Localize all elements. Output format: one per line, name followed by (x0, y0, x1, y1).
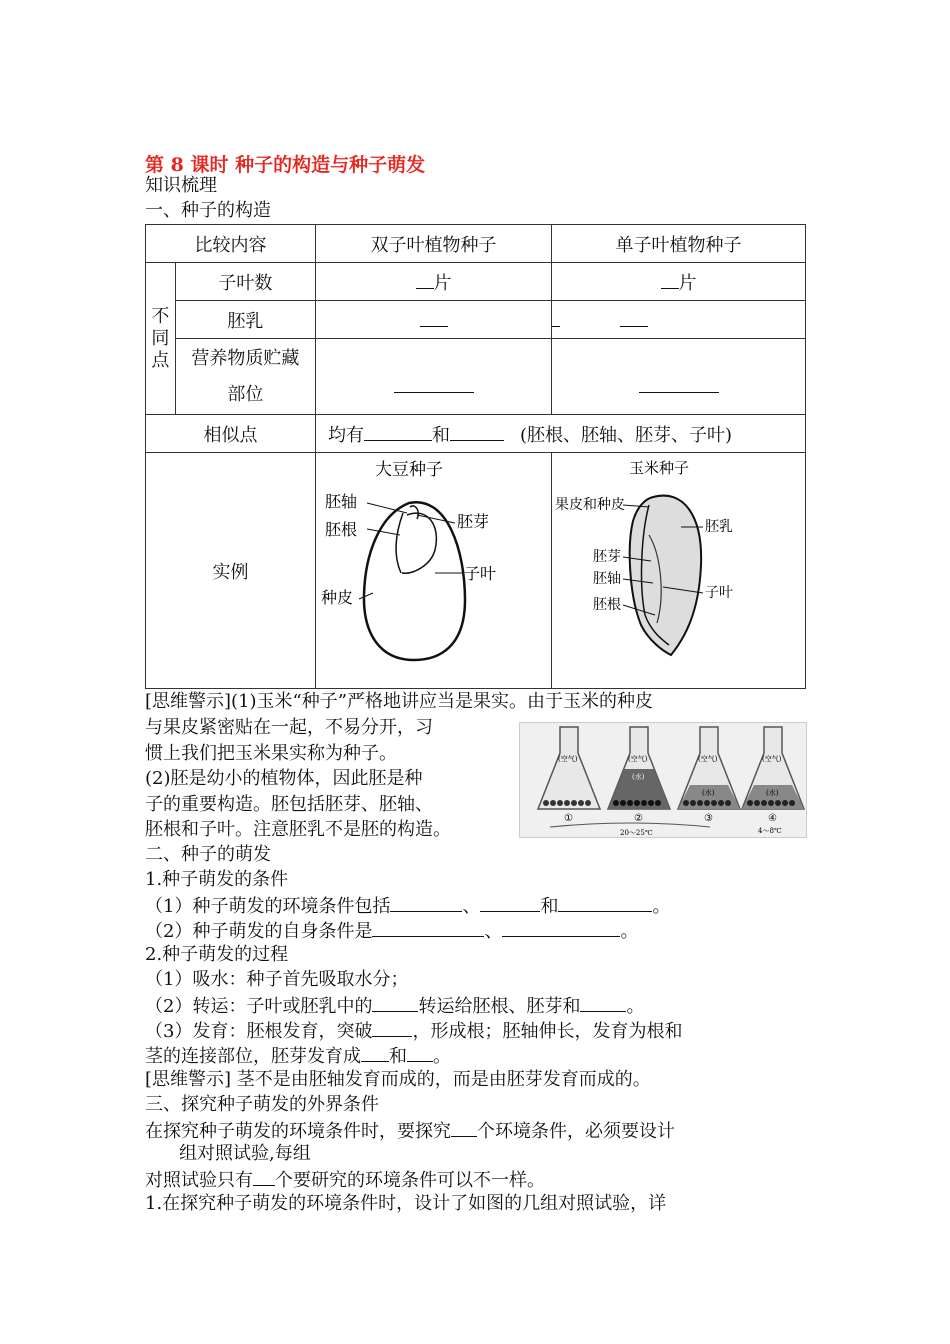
row-storage-label: 营养物质贮藏 部位 (175, 339, 315, 415)
svg-text:(水): (水) (766, 789, 779, 797)
soy-label-radicle: 胚根 (324, 519, 357, 539)
s2-1b: （2）种子萌发的自身条件是 、 。 (145, 918, 638, 944)
lesson-title: 第 8 课时 种子的构造与种子萌发 (145, 154, 426, 176)
svg-text:①: ① (564, 813, 573, 824)
soybean-figure-cell (316, 453, 552, 689)
row-cotyledon-dicot: 片 (316, 263, 552, 301)
section-2-heading: 二、种子的萌发 (145, 844, 271, 865)
warning-2: [思维警示] 茎不是由胚轴发育而成的，而是由胚芽发育而成的。 (145, 1069, 651, 1090)
section-intro: 知识梳理 (145, 175, 217, 196)
flask-2 (608, 727, 670, 824)
row-endosperm-label: 胚乳 (175, 301, 315, 339)
seed-comparison-table (145, 224, 806, 689)
s3-a: 在探究种子萌发的环境条件时，要探究 个环境条件，必须要设计 (145, 1118, 675, 1144)
soy-label-cotyledon: 子叶 (463, 563, 496, 583)
warning-1-line4: (2)胚是幼小的植物体，因此胚是种 (145, 768, 423, 789)
s3-b: 组对照试验,每组 (179, 1143, 311, 1164)
corn-label-cotyledon: 子叶 (704, 584, 733, 601)
row-storage-dicot (316, 339, 552, 415)
s2-1-heading: 1.种子萌发的条件 (145, 869, 289, 890)
s3-d: 1.在探究种子萌发的环境条件时，设计了如图的几组对照试验，详 (145, 1193, 667, 1214)
svg-text:20～25℃: 20～25℃ (620, 829, 653, 837)
corn-label-hypocotyl: 胚轴 (592, 570, 621, 587)
svg-text:(空气): (空气) (628, 755, 648, 763)
header-monocot: 单子叶植物种子 (552, 225, 806, 263)
flask-experiment-figure (519, 722, 807, 838)
row-cotyledon-label: 子叶数 (175, 263, 315, 301)
corn-label-endosperm: 胚乳 (704, 518, 733, 535)
corn-label-pericarp: 果皮和种皮 (554, 496, 625, 513)
similarity-text: 均有 和 (胚根、胚轴、胚芽、子叶) (316, 415, 806, 453)
header-dicot: 双子叶植物种子 (316, 225, 552, 263)
s2-2-heading: 2.种子萌发的过程 (145, 944, 289, 965)
svg-text:②: ② (634, 813, 643, 824)
row-cotyledon-monocot: 片 (552, 263, 806, 301)
soy-label-hypocotyl: 胚轴 (324, 491, 357, 511)
flask-3 (678, 727, 740, 824)
similarity-label: 相似点 (146, 415, 316, 453)
soybean-seed-diagram (317, 455, 551, 687)
warning-1-line2: 与果皮紧密贴在一起，不易分开，习 (145, 717, 433, 738)
warning-1-line3: 惯上我们把玉米果实称为种子。 (145, 743, 397, 764)
example-label: 实例 (146, 453, 316, 689)
svg-text:(水): (水) (702, 789, 715, 797)
row-endosperm-dicot (316, 301, 552, 339)
section-1-heading: 一、种子的构造 (145, 200, 271, 221)
soy-label-seedcoat: 种皮 (320, 587, 353, 607)
svg-text:④: ④ (768, 813, 777, 824)
soy-label-plumule: 胚芽 (456, 511, 489, 531)
corn-figure-cell (552, 453, 806, 689)
s2-2a: （1）吸水：种子首先吸取水分； (145, 969, 409, 990)
row-storage-monocot (552, 339, 806, 415)
warning-1-line1: [思维警示](1)玉米“种子”严格地讲应当是果实。由于玉米的种皮 (145, 691, 653, 712)
warning-1-line5: 子的重要构造。胚包括胚芽、胚轴、 (145, 794, 433, 815)
s2-2d: 茎的连接部位，胚芽发育成 和 。 (145, 1043, 451, 1069)
svg-text:(空气): (空气) (698, 755, 718, 763)
s3-c: 对照试验只有 个要研究的环境条件可以不一样。 (145, 1167, 545, 1193)
svg-text:(空气): (空气) (558, 755, 578, 763)
warning-1-line6: 胚根和子叶。注意胚乳不是胚的构造。 (145, 819, 451, 840)
row-endosperm-monocot (552, 301, 806, 339)
corn-title: 玉米种子 (628, 458, 689, 477)
corn-label-radicle: 胚根 (592, 596, 621, 613)
s2-1a: （1）种子萌发的环境条件包括 、 和 。 (145, 893, 670, 919)
svg-text:4～8℃: 4～8℃ (758, 827, 782, 835)
diff-label: 不同点 (146, 263, 176, 415)
section-3-heading: 三、探究种子萌发的外界条件 (145, 1094, 379, 1115)
s2-2b: （2）转运：子叶或胚乳中的 转运给胚根、胚芽和 。 (145, 993, 644, 1019)
corn-label-plumule: 胚芽 (592, 548, 621, 565)
svg-text:③: ③ (704, 813, 713, 824)
svg-text:(空气): (空气) (762, 755, 782, 763)
flask-4 (742, 727, 804, 824)
flask-1 (538, 727, 600, 824)
s2-2c: （3）发育：胚根发育，突破 ，形成根；胚轴伸长，发育为根和 (145, 1018, 682, 1044)
svg-text:(水): (水) (632, 773, 645, 781)
soybean-title: 大豆种子 (374, 459, 443, 480)
corn-seed-diagram (553, 455, 805, 687)
header-compare: 比较内容 (146, 225, 316, 263)
